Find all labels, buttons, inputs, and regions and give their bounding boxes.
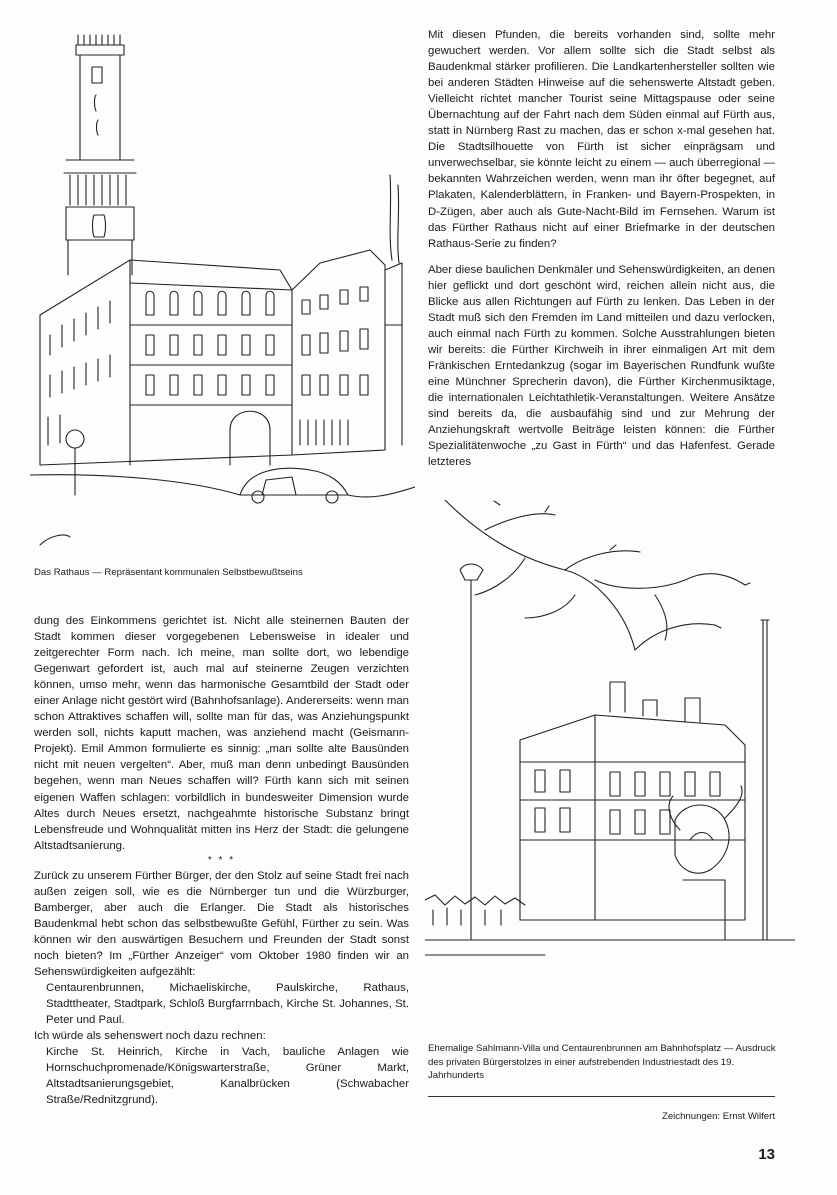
caption-villa: Ehemalige Sahlmann-Villa und Centaurenbrunnen am Bahnhofsplatz — Ausdruck des privaten Bürgerstolzes in einer aufstrebenden Industriestadt des 19. Jahrhunderts [428,1043,776,1081]
drawing-credit: Zeichnungen: Ernst Wilfert [661,1111,775,1122]
sights-list: Centaurenbrunnen, Michaeliskirche, Paulskirche, Rathaus, Stadttheater, Stadtpark, Schloß Burgfarrnbach, Kirche St. Johannes, St. Peter und Paul. [46,982,409,1027]
rathaus-drawing [30,25,415,570]
caption-rule [428,1096,775,1097]
paragraph: Ich würde als sehenswert noch dazu rechnen: [34,1030,266,1043]
paragraph: Zurück zu unserem Fürther Bürger, der den Stolz auf seine Stadt frei nach außen zeigen soll, wie es die Nürnberger tun und die Würzburger, Bamberger, aber auch die Erlanger. Die Stadt als historisches Baudenkmal hebt schon das selbstbewußte Gefühl, Fürther zu sein. Was können wir den auswärtigen Besuchern und Freunden der Stadt sonst noch bieten? Im „Fürther Anzeiger“ vom Oktober 1980 finden wir an Sehenswürdigkeiten aufgezählt: [34,869,409,978]
caption-rathaus: Das Rathaus — Repräsentant kommunalen Selbstbewußtseins [34,567,303,578]
section-separator: * * * [207,854,236,866]
bottom-left-column [34,613,409,1108]
top-right-column [428,27,775,470]
paragraph: dung des Einkommens gerichtet ist. Nicht alle steinernen Bauten der Stadt kommen dieser vorgegebenen Lebensweise in idealer und zeitgerechter Form nach. Ich meine, man sollte dort, wo lebendige Gegenwart gefordert ist, auch mal auf steinerne Zeugen verzichten können, umso mehr, wenn das harmonische Gesamtbild der Stadt oder einer Anlage nicht gestört wird (Bahnhofsanlage). Andererseits: wenn man schon Attraktives schaffen will, sollte man für das, was Anziehungspunkt werden soll, nichts kaputt machen, was anziehend macht (Geismann-Projekt). Emil Ammon formulierte es sinnig: „man sollte alte Bausünden nicht mit neuen vergelten“. Aber, muß man denn unbedingt Bausünden begehen, wenn man Neues schaffen will? Fürth kann sich mit seinen eigenen Waffen schlagen: vorbildlich in bundesweiter Dimension wurde Altes durch Neues ersetzt, nachgeahmte historische Substanz bringt Lebensfreude und Wohnqualität mitten ins Herz der Stadt: die gelungene Altstadtsanierung. [34,615,409,852]
paragraph: Aber diese baulichen Denkmäler und Sehenswürdigkeiten, an denen hier geflickt und dort geschönt wird, reichen allein nicht aus, die Blicke aus allen Richtungen auf Fürth zu lenken. Das Leben in der Stadt muß sich den Fremden im Land mitteilen und dazu verlocken, auch einmal nach Fürth zu kommen. Solche Ausstrahlungen bieten wir bereits: die Fürther Kirchweih in ihrer einmaligen Art mit dem Fränkischen Erntedankzug (sogar im Bayerischen Rundfunk wußte eine Münchner Sprecherin davon), die Fürther Kirchenmusiktage, die internationalen Leichtathletik-Veranstaltungen. Weitere Ansätze sind bereits da, die ausbaufähig sind und zur Mehrung der Anziehungskraft wertvolle Beiträge leisten können: die Fürther Spezialitätenwoche „zu Gast in Fürth“ und das Hafenfest. Gerade letzteres [428,263,775,469]
villa-drawing [425,500,795,965]
additional-sights-list: Kirche St. Heinrich, Kirche in Vach, bauliche Anlagen wie Hornschuchpromenade/Königswarterstraße, Grüner Markt, Altstadtsanierungsgebiet, Kanalbrücken (Schwabacher Straße/Rednitzgrund). [46,1046,409,1107]
page-number: 13 [758,1146,775,1163]
paragraph: Mit diesen Pfunden, die bereits vorhanden sind, sollte mehr gewuchert werden. Vor allem sollte sich die Stadt selbst als Baudenkmal stärker profilieren. Die Landkartenhersteller sollten wie bei anderen Städten Hinweise auf die sehenswerte Altstadt geben. Vielleicht richtet mancher Tourist seine Mittagspause oder seine Übernachtung auf der Fahrt nach dem Süden einmal auf Fürth aus, statt in Nürnberg Rast zu machen, das er schon x-mal gesehen hat. Die Stadtsilhouette von Fürth ist sicher einprägsam und unverwechselbar, sie könnte leicht zu einem — auch überregional — bekannten Wahrzeichen werden, wenn man ihr öfter begegnet, auf Plakaten, Kalenderblättern, in Franken- und Bayern-Prospekten, in D-Zügen, aber auch als Gute-Nacht-Bild im Fernsehen. Warum ist das Fürther Rathaus nicht auf einer Briefmarke in der deutschen Rathaus-Serie zu finden? [428,29,775,250]
